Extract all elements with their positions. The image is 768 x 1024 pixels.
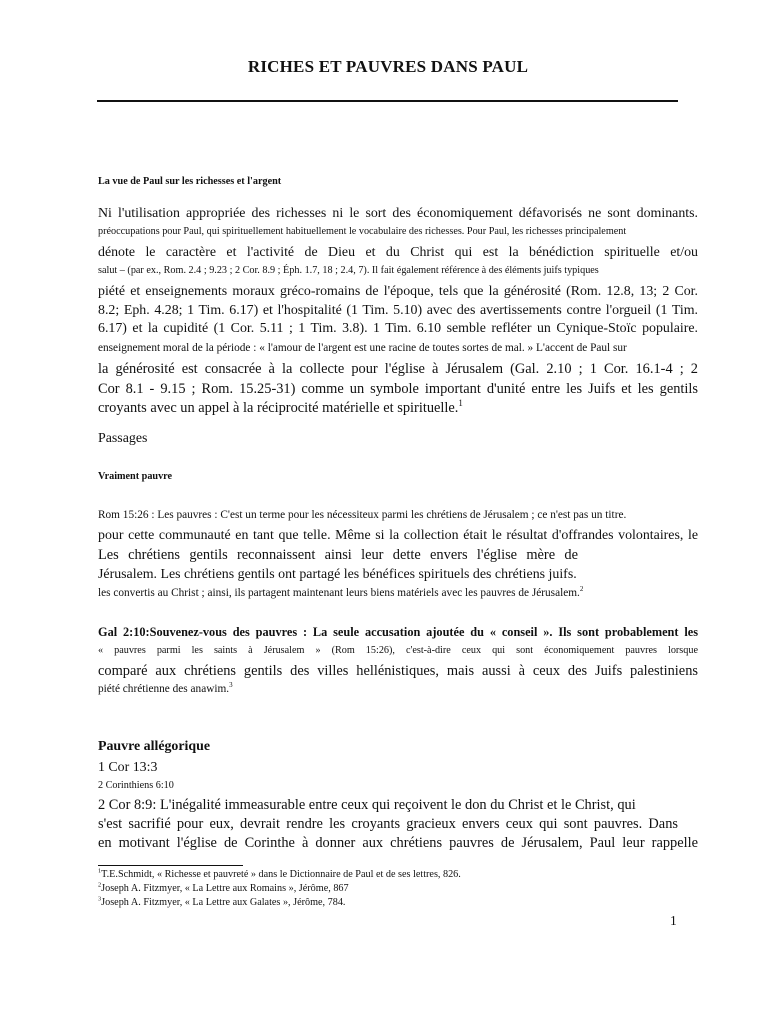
paragraph-line: Cor 8.1 - 9.15 ; Rom. 15.25-31) comme un symbole important d'unité entre les Juifs et les gentils: [98, 381, 698, 397]
paragraph-line: Rom 15:26 : Les pauvres : C'est un terme pour les nécessiteux parmi les chrétiens de Jérusalem ; ce n'est pas un titre.: [98, 509, 627, 521]
paragraph-line: dénote le caractère et l'activité de Dieu et du Christ qui est la bénédiction spirituelle et/ou: [98, 245, 698, 260]
footnote: [98, 895, 698, 908]
paragraph-text: croyants avec un appel à la réciprocité matérielle et spirituelle.: [98, 400, 459, 416]
scripture-reference: 1 Cor 13:3: [98, 760, 158, 775]
footnote-ref: 2: [579, 585, 584, 594]
title-divider: [97, 100, 678, 102]
paragraph-line: comparé aux chrétiens gentils des villes hellénistiques, mais aussi à ceux des Juifs palestiniens: [98, 663, 698, 679]
subsection-heading: Vraiment pauvre: [98, 471, 173, 482]
paragraph-line: la générosité est consacrée à la collecte pour l'église à Jérusalem (Gal. 2.10 ; 1 Cor. 16.1-4 ; 2: [98, 361, 698, 377]
footnote-text: T.E.Schmidt, « Richesse et pauvreté » dans le Dictionnaire de Paul et de ses lettres, 826.: [101, 869, 461, 880]
paragraph-line: salut – (par ex., Rom. 2.4 ; 9.23 ; 2 Cor. 8.9 ; Éph. 1.7, 18 ; 2.4, 7). Il fait également référence à des éléments juifs typiques: [98, 265, 599, 276]
document-title: RICHES ET PAUVRES DANS PAUL: [247, 57, 529, 76]
paragraph-line: « pauvres parmi les saints à Jérusalem » (Rom 15:26), c'est-à-dire ceux qui sont économiquement pauvres lorsque: [98, 645, 698, 656]
footnote: [98, 881, 698, 894]
paragraph-line: piété et enseignements moraux gréco-romains de l'époque, tels que la générosité (Rom. 12.8, 13; 2 Cor.: [98, 284, 698, 299]
paragraph-text: les convertis au Christ ; ainsi, ils partagent maintenant leurs biens matériels avec les pauvres de Jérusalem.: [98, 587, 580, 599]
paragraph-line: 2 Cor 8:9: L'inégalité immeasurable entre ceux qui reçoivent le don du Christ et le Christ, qui: [98, 797, 636, 813]
paragraph-line: en motivant l'église de Corinthe à donner aux chrétiens pauvres de Jérusalem, Paul leur rappelle: [98, 835, 698, 851]
footnote-ref: 1: [458, 398, 463, 409]
footnote: [98, 867, 698, 880]
section-heading: La vue de Paul sur les richesses et l'argent: [98, 176, 282, 187]
paragraph-line: préoccupations pour Paul, qui spirituellement habituellement le vocabulaire des richesses. Pour Paul, les richesses principalement: [98, 226, 627, 237]
paragraph-line: Gal 2:10:Souvenez-vous des pauvres : La seule accusation ajoutée du « conseil ». Ils sont probablement les: [98, 625, 698, 639]
paragraph-line: pour cette communauté en tant que telle. Même si la collection était le résultat d'offrandes volontaires, le: [98, 528, 698, 543]
paragraph-line-last: [98, 398, 698, 416]
paragraph-line: Les chrétiens gentils reconnaissent ainsi leur dette envers l'église mère de: [98, 547, 578, 563]
passages-heading: Passages: [98, 431, 148, 446]
footnote-number: 2: [98, 881, 102, 889]
paragraph-line: Jérusalem. Les chrétiens gentils ont partagé les bénéfices spirituels des chrétiens juifs.: [98, 567, 577, 582]
paragraph-text: piété chrétienne des anawim.: [98, 683, 230, 695]
footnote-divider: [98, 865, 243, 866]
paragraph-line-last: [98, 681, 698, 695]
paragraph-line: 6.17) et la cupidité (1 Cor. 5.11 ; 1 Tim. 3.8). 1 Tim. 6.10 semble refléter un Cynique-Stoïc populaire.: [98, 321, 698, 336]
footnote-text: Joseph A. Fitzmyer, « La Lettre aux Romains », Jérôme, 867: [101, 883, 349, 894]
footnote-ref: 3: [229, 681, 233, 690]
page-number: 1: [670, 913, 677, 928]
paragraph-line: 8.2; Eph. 4.28; 1 Tim. 6.17) et l'hospitalité (1 Tim. 5.10) avec des avertissements contre l'orgueil (1 Tim.: [98, 303, 698, 318]
scripture-reference: 2 Corinthiens 6:10: [98, 780, 174, 791]
section-heading: Pauvre allégorique: [98, 739, 211, 754]
paragraph-line: Ni l'utilisation appropriée des richesses ni le sort des économiquement défavorisés ne sont dominants.: [98, 206, 698, 221]
paragraph-line: s'est sacrifié pour eux, devrait rendre les croyants gracieux envers ceux qui sont pauvres. Dans: [98, 816, 678, 832]
paragraph-line-last: [98, 585, 698, 599]
paragraph-line: enseignement moral de la période : « l'amour de l'argent est une racine de toutes sortes de mal. » L'accent de Paul sur: [98, 342, 627, 354]
footnote-number: 1: [98, 867, 102, 875]
footnote-text: Joseph A. Fitzmyer, « La Lettre aux Galates », Jérôme, 784.: [101, 897, 346, 908]
footnote-number: 3: [98, 895, 102, 903]
